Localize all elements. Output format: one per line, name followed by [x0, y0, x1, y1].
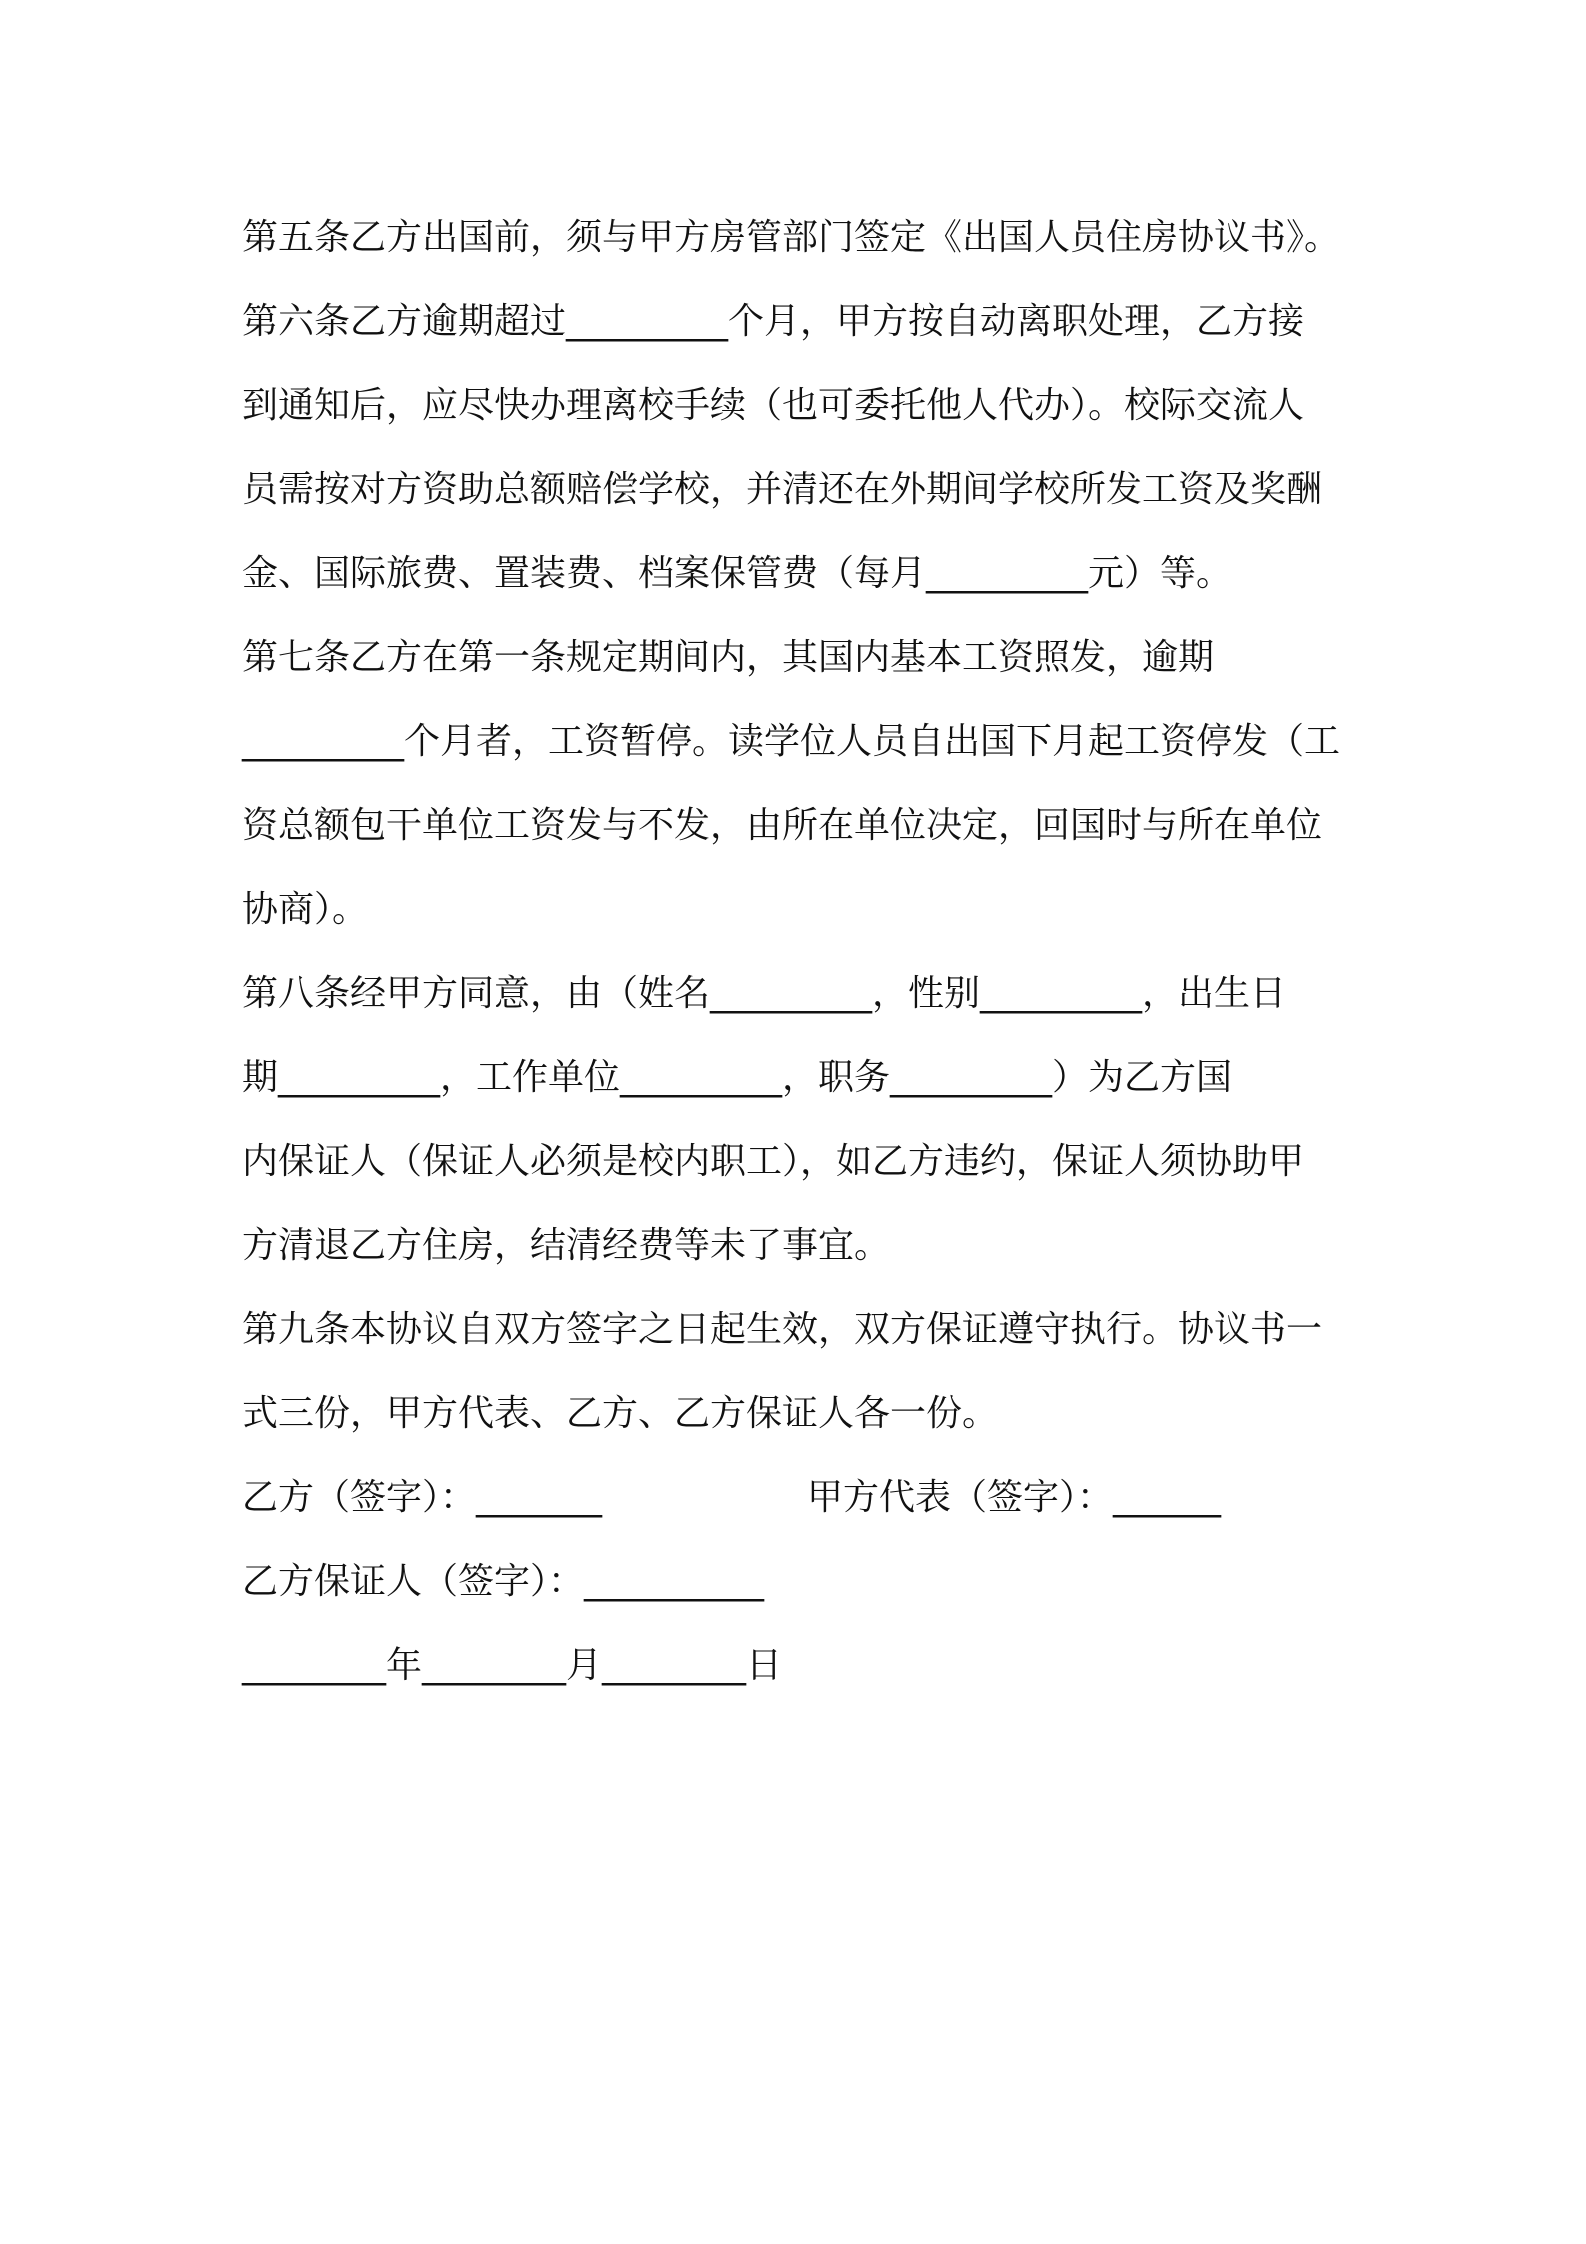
party-b-signature: 乙方（签字）：_______ [242, 1477, 603, 1518]
clause-7-line-1: 第七条乙方在第一条规定期间内，其国内基本工资照发，逾期 [242, 637, 1215, 678]
clause-6-line-3: 员需按对方资助总额赔偿学校，并清还在外期间学校所发工资及奖酬 [242, 469, 1323, 510]
clause-6-line-4: 金、国际旅费、置装费、档案保管费（每月_________元）等。 [242, 553, 1233, 594]
signature-date: ________年________月________日 [242, 1645, 782, 1686]
signature-row [242, 1456, 1372, 1540]
clause-8-line-2: 期_________，工作单位_________，职务_________）为乙方国 [242, 1057, 1233, 1098]
guarantor-signature: 乙方保证人（签字）：__________ [242, 1561, 765, 1602]
clause-6-line-2: 到通知后，应尽快办理离校手续（也可委托他人代办）。校际交流人 [242, 385, 1305, 426]
clause-8-line-3: 内保证人（保证人必须是校内职工），如乙方违约，保证人须协助甲 [242, 1141, 1305, 1182]
clause-7-line-4: 协商）。 [242, 889, 369, 930]
clause-9-line-2: 式三份，甲方代表、乙方、乙方保证人各一份。 [242, 1393, 999, 1434]
clause-7-line-3: 资总额包干单位工资发与不发，由所在单位决定，回国时与所在单位 [242, 805, 1323, 846]
clause-7-line-2: _________个月者，工资暂停。读学位人员自出国下月起工资停发（工 [242, 721, 1341, 762]
clause-6-line-1: 第六条乙方逾期超过_________个月，甲方按自动离职处理，乙方接 [242, 301, 1305, 342]
clause-9-line-1: 第九条本协议自双方签字之日起生效，双方保证遵守执行。协议书一 [242, 1309, 1323, 1350]
clause-8-line-1: 第八条经甲方同意，由（姓名_________，性别_________，出生日 [242, 973, 1287, 1014]
agreement-body [242, 196, 1372, 1708]
party-a-rep-signature: 甲方代表（签字）：______ [807, 1477, 1222, 1518]
clause-8-line-4: 方清退乙方住房，结清经费等未了事宜。 [242, 1225, 891, 1266]
clause-5-line-1: 第五条乙方出国前，须与甲方房管部门签定《出国人员住房协议书》。 [242, 217, 1341, 258]
